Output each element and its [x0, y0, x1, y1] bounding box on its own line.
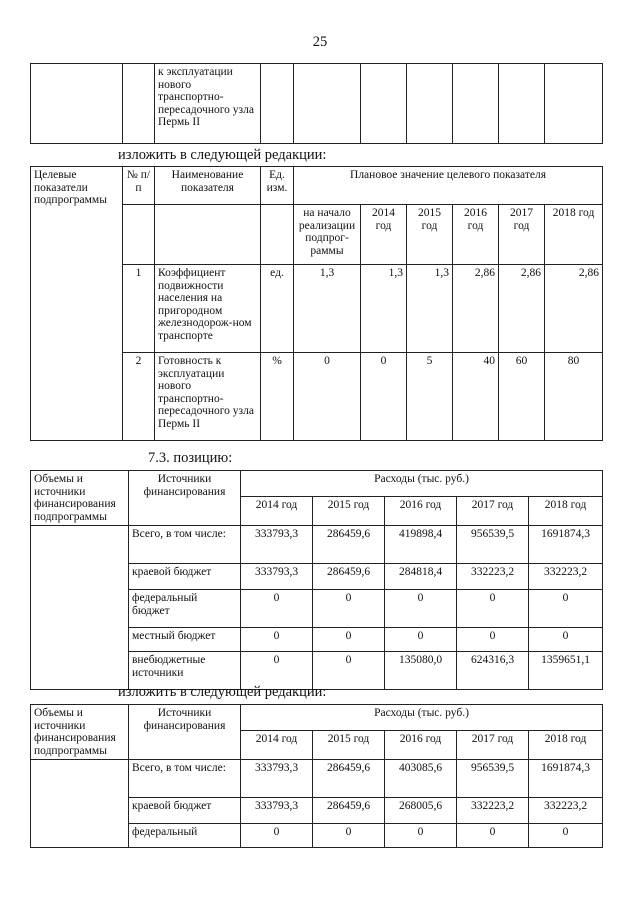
- value-cell: 5: [407, 353, 453, 441]
- value-cell: 1,3: [407, 265, 453, 353]
- header-indicator-name: Наименование показателя: [155, 167, 261, 205]
- header-start: на начало реализации подпрог-раммы: [294, 205, 361, 265]
- header-financing-volumes: Объемы и источники финансирования подпрограммы: [31, 471, 129, 526]
- value-cell: 0: [241, 652, 313, 690]
- unit-cell: ед.: [261, 265, 294, 353]
- header-year: 2014 год: [361, 205, 407, 265]
- value-cell: 0: [313, 652, 385, 690]
- header-expenses: Расходы (тыс. руб.): [241, 471, 603, 497]
- header-plan-value: Плановое значение целевого показателя: [294, 167, 603, 205]
- value-cell: 1691874,3: [529, 526, 603, 564]
- indicator-name: Готовность к эксплуатации нового транспортно-пересадочного узла Пермь II: [155, 353, 261, 441]
- value-cell: 403085,6: [385, 760, 457, 798]
- value-cell: 40: [453, 353, 499, 441]
- target-table-continued: [30, 63, 603, 144]
- value-cell: 0: [457, 590, 529, 628]
- value-cell: 0: [361, 353, 407, 441]
- indicator-name: Коэффициент подвижности населения на пригородном железнодорож-ном транспорте: [155, 265, 261, 353]
- header-sources: Источники финансирования: [129, 471, 241, 526]
- source-label: краевой бюджет: [129, 798, 241, 824]
- value-cell: 0: [457, 628, 529, 652]
- header-year: 2016 год: [453, 205, 499, 265]
- value-cell: 0: [241, 628, 313, 652]
- header-year: 2016 год: [385, 730, 457, 759]
- value-cell: 60: [499, 353, 545, 441]
- header-year: 2016 год: [385, 496, 457, 525]
- value-cell: 0: [241, 824, 313, 848]
- header-expenses: Расходы (тыс. руб.): [241, 705, 603, 731]
- paragraph-edit-2: изложить в следующей редакции:: [118, 684, 327, 700]
- value-cell: 0: [385, 824, 457, 848]
- row-num: 1: [123, 265, 155, 353]
- value-cell: 624316,3: [457, 652, 529, 690]
- header-year: 2018 год: [529, 730, 603, 759]
- start-value: 0: [294, 353, 361, 441]
- value-cell: 284818,4: [385, 564, 457, 590]
- value-cell: 2,86: [545, 265, 603, 353]
- value-cell: 0: [529, 824, 603, 848]
- unit-cell: %: [261, 353, 294, 441]
- header-sources: Источники финансирования: [129, 705, 241, 760]
- header-year: 2015 год: [313, 730, 385, 759]
- financing-table-old: [30, 470, 603, 690]
- value-cell: 2,86: [499, 265, 545, 353]
- value-cell: 332223,2: [457, 564, 529, 590]
- value-cell: 333793,3: [241, 526, 313, 564]
- value-cell: 286459,6: [313, 526, 385, 564]
- start-value: 1,3: [294, 265, 361, 353]
- source-label: федеральный: [129, 824, 241, 848]
- value-cell: 332223,2: [529, 798, 603, 824]
- source-label: краевой бюджет: [129, 564, 241, 590]
- value-cell: 268005,6: [385, 798, 457, 824]
- value-cell: 333793,3: [241, 564, 313, 590]
- value-cell: 332223,2: [457, 798, 529, 824]
- value-cell: 286459,6: [313, 564, 385, 590]
- value-cell: 0: [529, 628, 603, 652]
- value-cell: 0: [313, 824, 385, 848]
- indicator-name: к эксплуатации нового транспортно-пересадочного узла Пермь II: [155, 64, 261, 144]
- source-label: федеральный бюджет: [129, 590, 241, 628]
- value-cell: 80: [545, 353, 603, 441]
- value-cell: 333793,3: [241, 798, 313, 824]
- value-cell: 956539,5: [457, 526, 529, 564]
- value-cell: 286459,6: [313, 798, 385, 824]
- financing-table-new: [30, 704, 603, 848]
- value-cell: 419898,4: [385, 526, 457, 564]
- source-label: Всего, в том числе:: [129, 526, 241, 564]
- value-cell: 0: [385, 628, 457, 652]
- value-cell: 0: [385, 590, 457, 628]
- value-cell: 332223,2: [529, 564, 603, 590]
- value-cell: 0: [457, 824, 529, 848]
- value-cell: 0: [529, 590, 603, 628]
- value-cell: 1359651,1: [529, 652, 603, 690]
- table-row: [31, 760, 603, 798]
- value-cell: 1,3: [361, 265, 407, 353]
- source-label: внебюджетные источники: [129, 652, 241, 690]
- value-cell: 0: [313, 590, 385, 628]
- value-cell: 286459,6: [313, 760, 385, 798]
- header-year: 2015 год: [313, 496, 385, 525]
- header-year: 2015 год: [407, 205, 453, 265]
- header-year: 2017 год: [499, 205, 545, 265]
- value-cell: 2,86: [453, 265, 499, 353]
- paragraph-position: 7.3. позицию:: [148, 450, 233, 466]
- value-cell: 1691874,3: [529, 760, 603, 798]
- header-year: 2014 год: [241, 496, 313, 525]
- page-number: 25: [312, 34, 328, 50]
- target-indicators-table: [30, 166, 603, 441]
- header-financing-volumes: Объемы и источники финансирования подпрограммы: [31, 705, 129, 760]
- header-year: 2014 год: [241, 730, 313, 759]
- header-year: 2018 год: [545, 205, 603, 265]
- value-cell: 135080,0: [385, 652, 457, 690]
- source-label: местный бюджет: [129, 628, 241, 652]
- header-year: 2017 год: [457, 730, 529, 759]
- header-unit: Ед. изм.: [261, 167, 294, 205]
- value-cell: 956539,5: [457, 760, 529, 798]
- value-cell: 0: [241, 590, 313, 628]
- header-num: № п/п: [123, 167, 155, 205]
- table-row: [31, 526, 603, 564]
- header-year: 2018 год: [529, 496, 603, 525]
- value-cell: 333793,3: [241, 760, 313, 798]
- value-cell: 0: [313, 628, 385, 652]
- source-label: Всего, в том числе:: [129, 760, 241, 798]
- row-num: 2: [123, 353, 155, 441]
- header-year: 2017 год: [457, 496, 529, 525]
- paragraph-edit-1: изложить в следующей редакции:: [118, 147, 327, 163]
- header-target-indicators: Целевые показатели подпрограммы: [31, 167, 123, 441]
